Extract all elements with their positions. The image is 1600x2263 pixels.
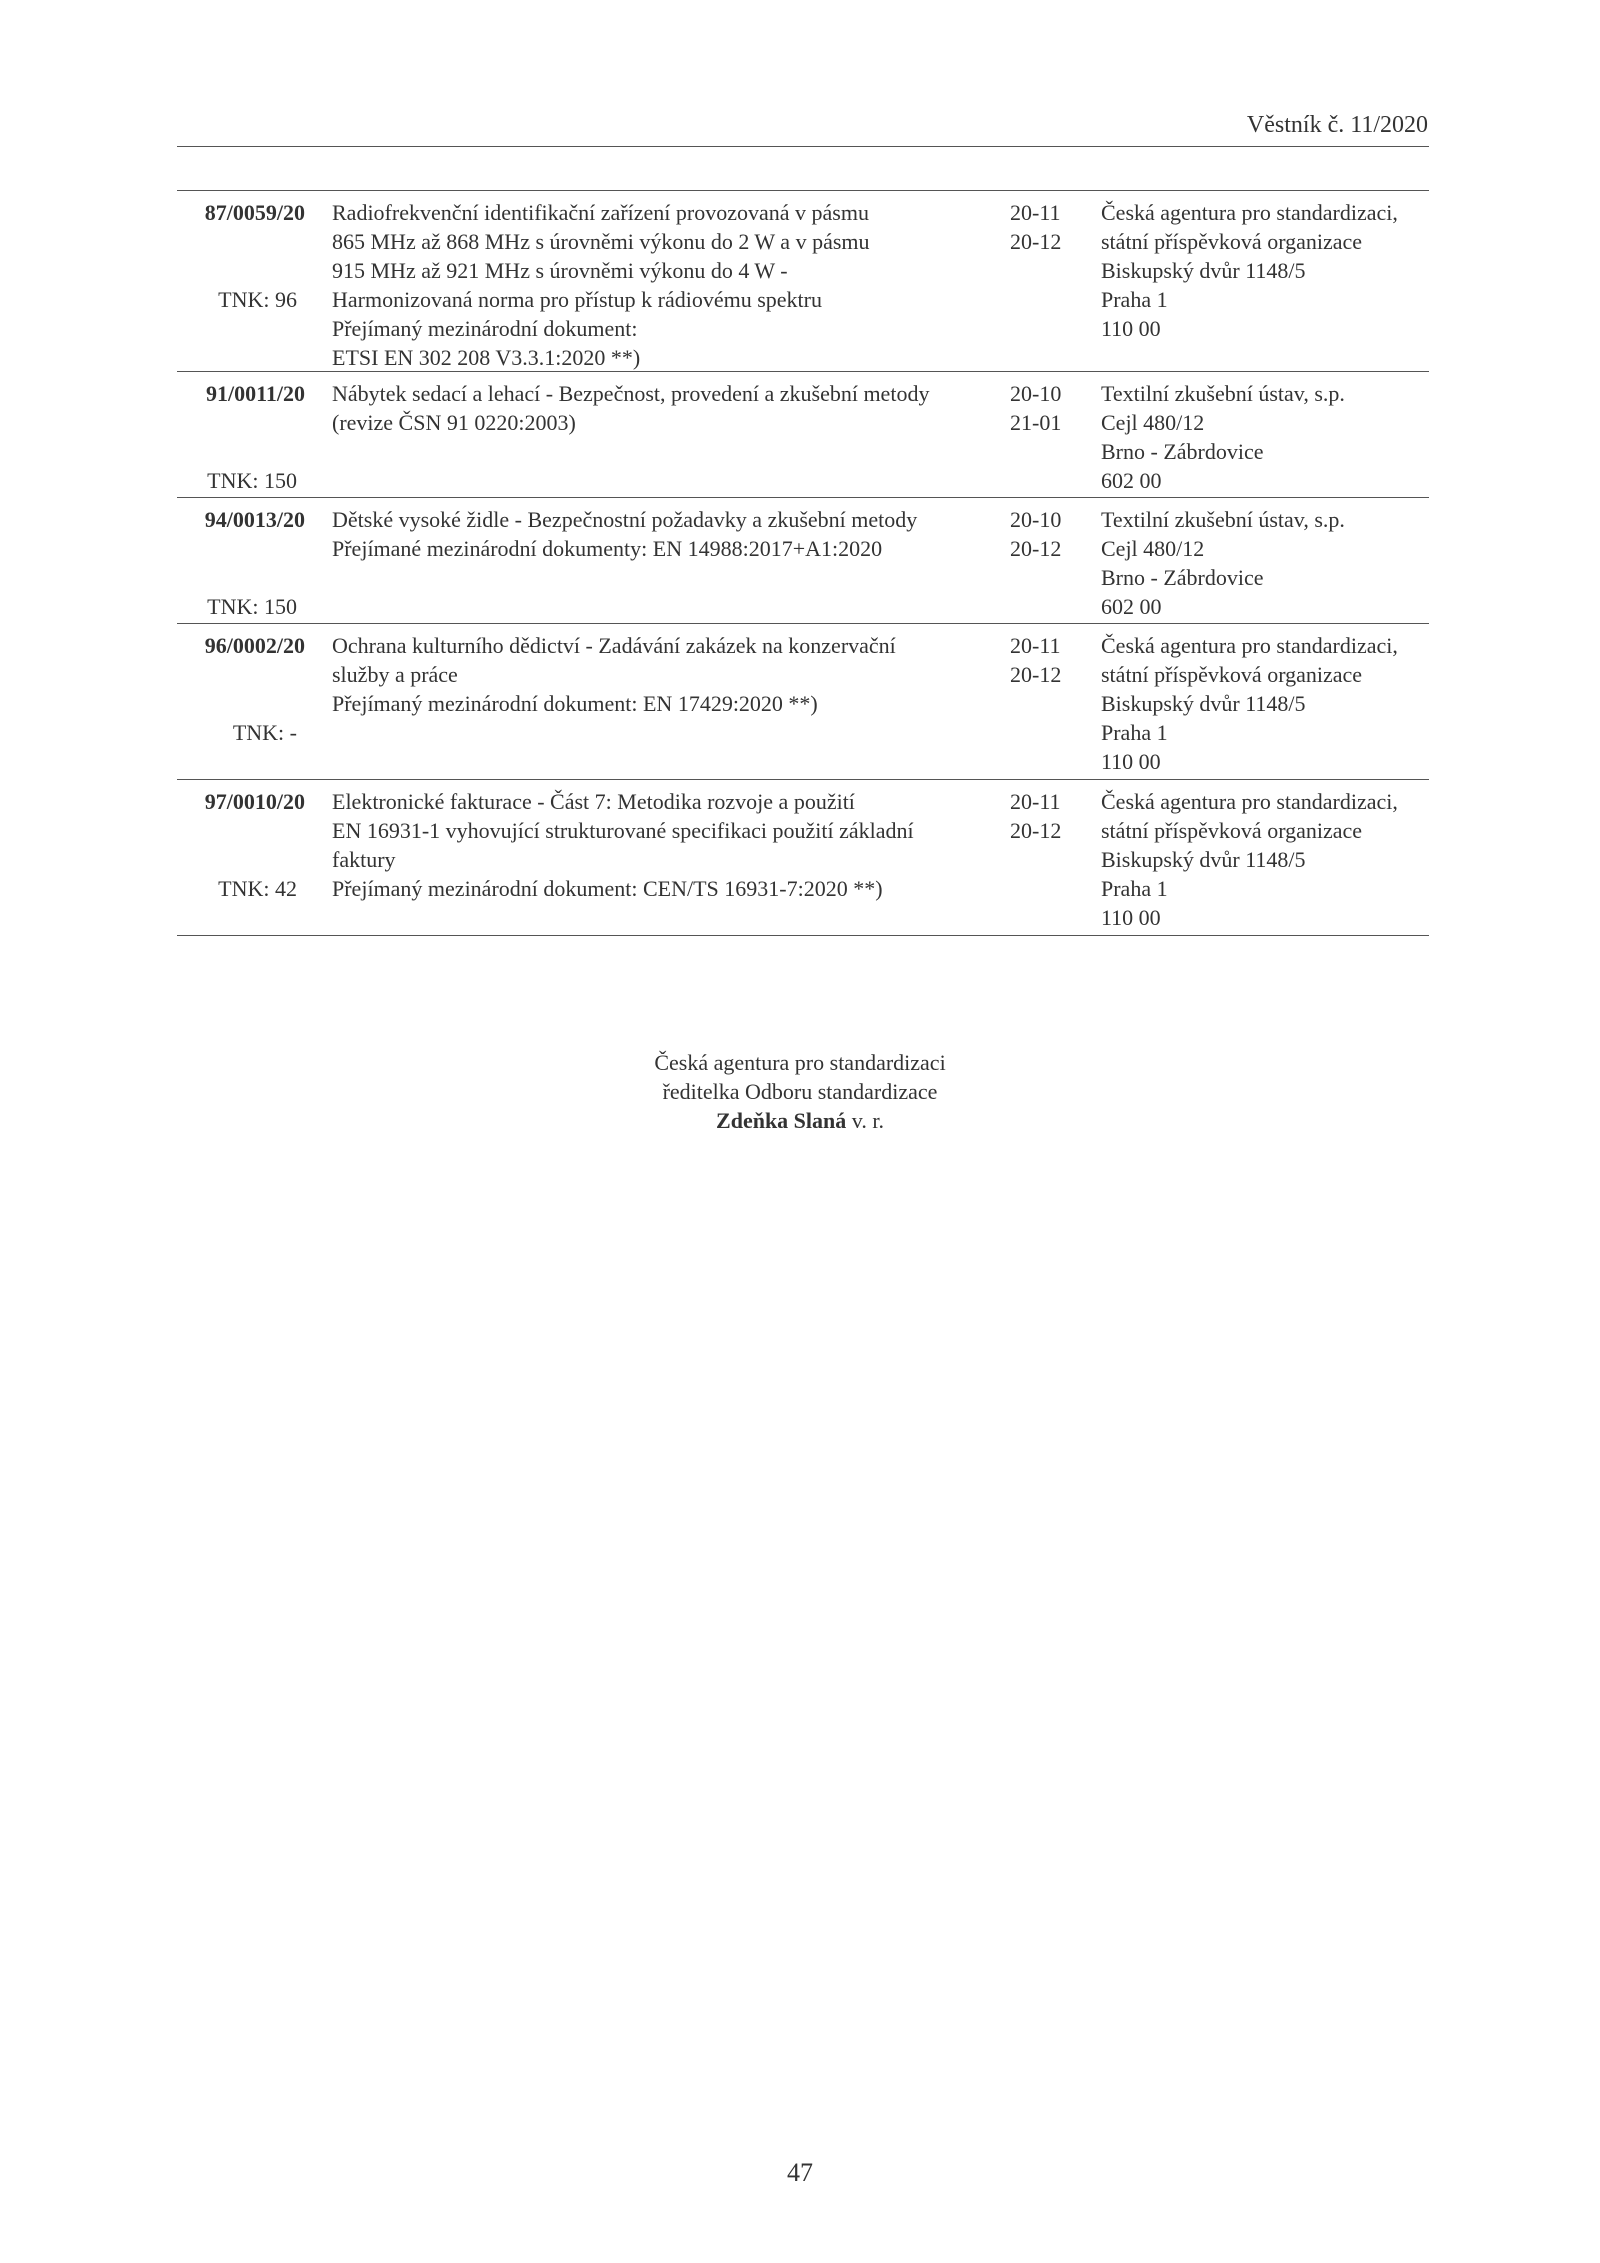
tnk-label: TNK: 42 bbox=[218, 876, 297, 901]
responsible-organization: Textilní zkušební ústav, s.p. Cejl 480/12 Brno - Zábrdovice 602 00 bbox=[1101, 507, 1345, 619]
table-row bbox=[177, 624, 1429, 780]
signature-suffix: v. r. bbox=[846, 1108, 884, 1133]
signatory-name: Zdeňka Slaná bbox=[716, 1108, 847, 1133]
table-row bbox=[177, 191, 1429, 372]
standard-dates: 20-10 21-01 bbox=[1010, 381, 1062, 435]
page-header-title: Věstník č. 11/2020 bbox=[1246, 112, 1428, 138]
standard-dates: 20-11 20-12 bbox=[1010, 633, 1062, 687]
header-divider bbox=[177, 146, 1429, 147]
standard-dates: 20-11 20-12 bbox=[1010, 200, 1062, 254]
standard-dates: 20-10 20-12 bbox=[1010, 507, 1062, 561]
tnk-label: TNK: - bbox=[232, 720, 297, 745]
responsible-organization: Textilní zkušební ústav, s.p. Cejl 480/12 Brno - Zábrdovice 602 00 bbox=[1101, 381, 1345, 493]
responsible-organization: Česká agentura pro standardizaci, státní příspěvková organizace Biskupský dvůr 1148/5 Praha 1 110 00 bbox=[1101, 200, 1398, 341]
tnk-label: TNK: 96 bbox=[218, 287, 297, 312]
standards-table bbox=[177, 190, 1429, 936]
standard-description: Elektronické fakturace - Část 7: Metodika rozvoje a použití EN 16931-1 vyhovující strukturované specifikaci použití základní faktury Přejímaný mezinárodní dokument: CEN/TS 16931-7:2020 **) bbox=[332, 789, 914, 901]
standard-description: Ochrana kulturního dědictví - Zadávání zakázek na konzervační služby a práce Přejímaný mezinárodní dokument: EN 17429:2020 **) bbox=[332, 633, 896, 716]
standard-number: 87/0059/20 bbox=[204, 200, 305, 225]
standard-number: 97/0010/20 bbox=[204, 789, 305, 814]
table-row bbox=[177, 372, 1429, 498]
responsible-organization: Česká agentura pro standardizaci, státní příspěvková organizace Biskupský dvůr 1148/5 Praha 1 110 00 bbox=[1101, 789, 1398, 930]
signature-block bbox=[0, 1048, 1600, 1135]
standard-number: 91/0011/20 bbox=[205, 381, 305, 406]
signature-name-line bbox=[0, 1106, 1600, 1135]
table-row bbox=[177, 498, 1429, 624]
standard-dates: 20-11 20-12 bbox=[1010, 789, 1062, 843]
standard-description: Radiofrekvenční identifikační zařízení provozovaná v pásmu 865 MHz až 868 MHz s úrovněmi výkonu do 2 W a v pásmu 915 MHz až 921 MHz s úrovněmi výkonu do 4 W - Harmonizovaná norma pro přístup k rádiovému spektru Přejímaný mezinárodní dokument: ETSI EN 302 208 V3.3.1:2020 **) bbox=[332, 200, 870, 370]
responsible-organization: Česká agentura pro standardizaci, státní příspěvková organizace Biskupský dvůr 1148/5 Praha 1 110 00 bbox=[1101, 633, 1398, 774]
tnk-label: TNK: 150 bbox=[207, 594, 297, 619]
standard-number: 94/0013/20 bbox=[204, 507, 305, 532]
standard-description: Dětské vysoké židle - Bezpečnostní požadavky a zkušební metody Přejímané mezinárodní dokumenty: EN 14988:2017+A1:2020 bbox=[332, 507, 918, 561]
standard-number: 96/0002/20 bbox=[204, 633, 305, 658]
signature-agency: Česká agentura pro standardizaci bbox=[654, 1050, 946, 1075]
table-row bbox=[177, 780, 1429, 936]
signature-position: ředitelka Odboru standardizace bbox=[662, 1079, 938, 1104]
page-number: 47 bbox=[787, 2158, 813, 2187]
tnk-label: TNK: 150 bbox=[207, 468, 297, 493]
standard-description: Nábytek sedací a lehací - Bezpečnost, provedení a zkušební metody (revize ČSN 91 0220:2003) bbox=[332, 381, 930, 435]
